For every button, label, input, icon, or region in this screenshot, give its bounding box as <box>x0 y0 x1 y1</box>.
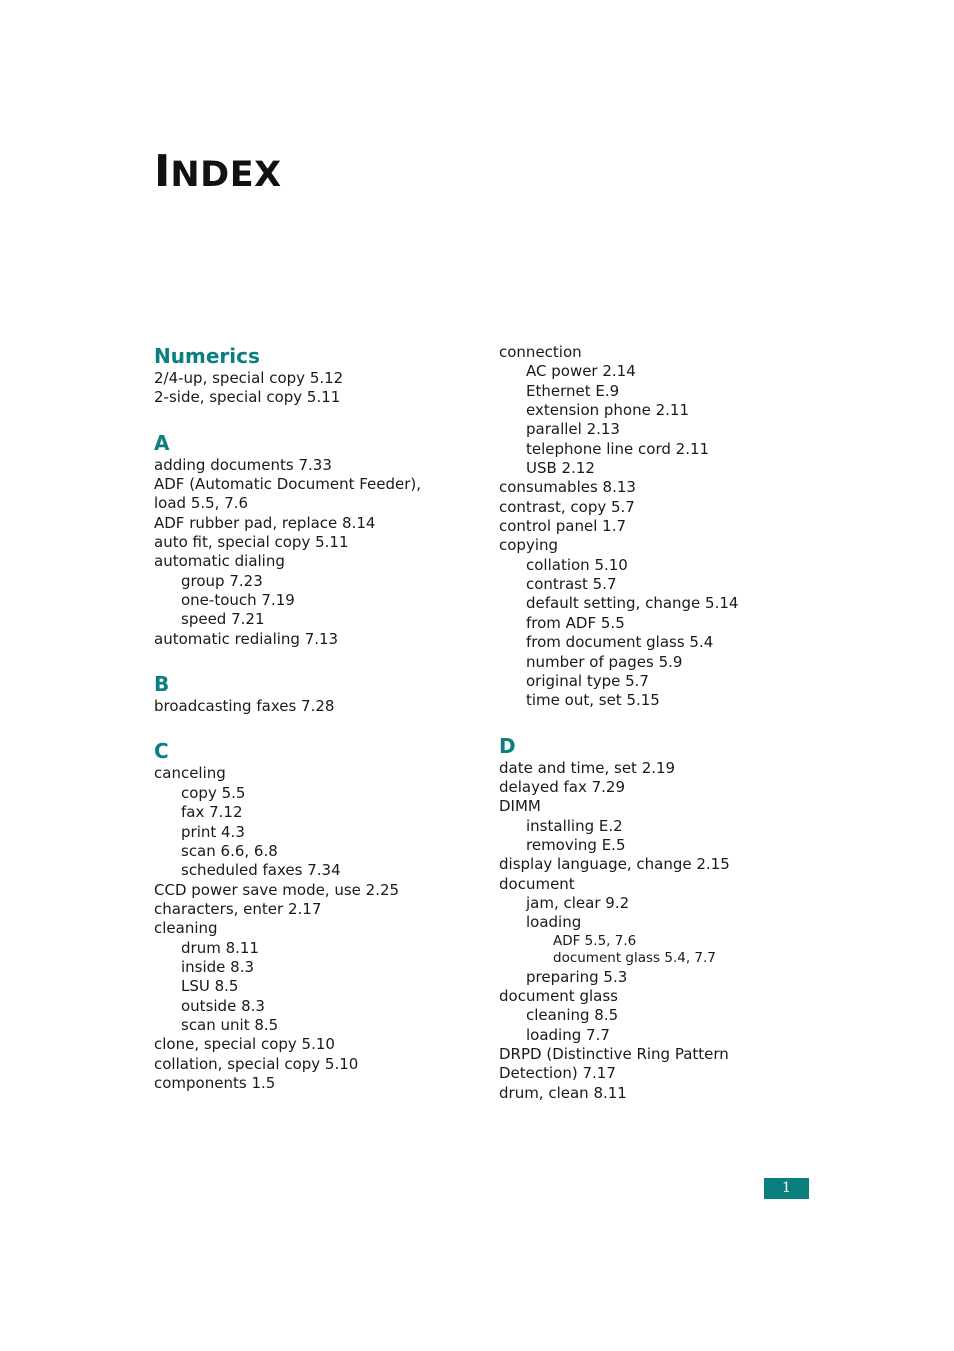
index-entry: cleaning <box>154 919 218 938</box>
index-entry: display language, change 2.15 <box>499 855 730 874</box>
index-subentry: print 4.3 <box>181 822 245 841</box>
index-entry: automatic dialing <box>154 552 285 571</box>
index-subentry: cleaning 8.5 <box>526 1006 619 1025</box>
index-section <box>154 671 484 716</box>
index-subentry: default setting, change 5.14 <box>526 594 739 613</box>
index-column-left <box>154 343 484 1115</box>
index-subentry: inside 8.3 <box>181 957 255 976</box>
index-subentry: USB 2.12 <box>526 459 595 478</box>
index-entry: DIMM <box>499 797 541 816</box>
section-heading: C <box>154 739 169 764</box>
index-subentry: extension phone 2.11 <box>526 401 690 420</box>
index-entry: contrast, copy 5.7 <box>499 497 635 516</box>
page-title <box>154 146 282 197</box>
index-subentry: fax 7.12 <box>181 803 243 822</box>
index-entry: clone, special copy 5.10 <box>154 1035 335 1054</box>
index-entry: delayed fax 7.29 <box>499 777 626 796</box>
index-entry: drum, clean 8.11 <box>499 1083 627 1102</box>
index-subentry: AC power 2.14 <box>526 362 636 381</box>
index-entry: CCD power save mode, use 2.25 <box>154 880 400 899</box>
index-subentry: from document glass 5.4 <box>526 633 714 652</box>
index-subentry: jam, clear 9.2 <box>526 893 630 912</box>
index-entry: document <box>499 874 575 893</box>
index-subentry: Ethernet E.9 <box>526 381 620 400</box>
index-subentry: scan unit 8.5 <box>181 1015 279 1034</box>
index-subentry: group 7.23 <box>181 571 263 590</box>
index-entry: document glass <box>499 986 618 1005</box>
index-entry: auto fit, special copy 5.11 <box>154 533 349 552</box>
section-heading: D <box>499 733 516 758</box>
index-entry: copying <box>499 536 559 555</box>
index-subentry: drum 8.11 <box>181 938 259 957</box>
index-subentry: parallel 2.13 <box>526 420 620 439</box>
index-entry: 2/4-up, special copy 5.12 <box>154 369 344 387</box>
page-number-badge: 1 <box>764 1178 809 1199</box>
index-subentry: collation 5.10 <box>526 555 628 574</box>
index-entry: consumables 8.13 <box>499 478 636 497</box>
index-subentry: loading <box>526 913 582 932</box>
index-entry: adding documents 7.33 <box>154 455 332 474</box>
index-entry: canceling <box>154 764 226 783</box>
index-subentry: copy 5.5 <box>181 783 246 802</box>
index-entry: collation, special copy 5.10 <box>154 1054 359 1073</box>
index-column-right <box>499 343 829 1125</box>
index-subentry: original type 5.7 <box>526 671 649 690</box>
index-section <box>154 430 484 649</box>
index-subentry: ADF 5.5, 7.6 <box>553 932 637 949</box>
index-section <box>499 733 829 1104</box>
index-subentry: preparing 5.3 <box>526 967 628 986</box>
section-heading: A <box>154 430 170 455</box>
index-entry: DRPD (Distinctive Ring Pattern <box>499 1045 729 1063</box>
index-subentry: outside 8.3 <box>181 996 265 1015</box>
index-section <box>154 343 484 408</box>
index-entry: automatic redialing 7.13 <box>154 629 339 648</box>
index-subentry: LSU 8.5 <box>181 977 239 996</box>
index-entry: components 1.5 <box>154 1073 276 1092</box>
index-subentry: loading 7.7 <box>526 1025 610 1044</box>
index-subentry: installing E.2 <box>526 816 623 835</box>
index-subentry: speed 7.21 <box>181 610 265 629</box>
index-subentry: number of pages 5.9 <box>526 652 683 671</box>
index-subentry: removing E.5 <box>526 835 626 854</box>
section-heading: B <box>154 672 170 697</box>
index-entry: 2-side, special copy 5.11 <box>154 388 341 407</box>
index-entry: characters, enter 2.17 <box>154 899 322 918</box>
index-subentry: contrast 5.7 <box>526 575 617 594</box>
index-subentry: from ADF 5.5 <box>526 613 625 632</box>
index-entry: ADF rubber pad, replace 8.14 <box>154 513 376 532</box>
index-entry: load 5.5, 7.6 <box>154 494 249 513</box>
index-subentry: telephone line cord 2.11 <box>526 439 710 458</box>
index-subentry: time out, set 5.15 <box>526 691 660 710</box>
index-entry: broadcasting faxes 7.28 <box>154 697 335 716</box>
section-heading: Numerics <box>154 344 260 368</box>
index-entry: connection <box>499 343 582 361</box>
index-subentry: scan 6.6, 6.8 <box>181 841 278 860</box>
index-entry: date and time, set 2.19 <box>499 758 676 777</box>
index-subentry: document glass 5.4, 7.7 <box>553 950 716 967</box>
index-subentry: one-touch 7.19 <box>181 591 295 610</box>
title-initial: I <box>154 146 171 197</box>
index-entry: control panel 1.7 <box>499 517 627 536</box>
index-section <box>154 738 484 1093</box>
index-section <box>499 343 829 711</box>
index-entry: ADF (Automatic Document Feeder), <box>154 475 422 494</box>
index-subentry: scheduled faxes 7.34 <box>181 861 341 880</box>
index-entry: Detection) 7.17 <box>499 1064 616 1083</box>
title-rest: NDEX <box>170 155 282 195</box>
